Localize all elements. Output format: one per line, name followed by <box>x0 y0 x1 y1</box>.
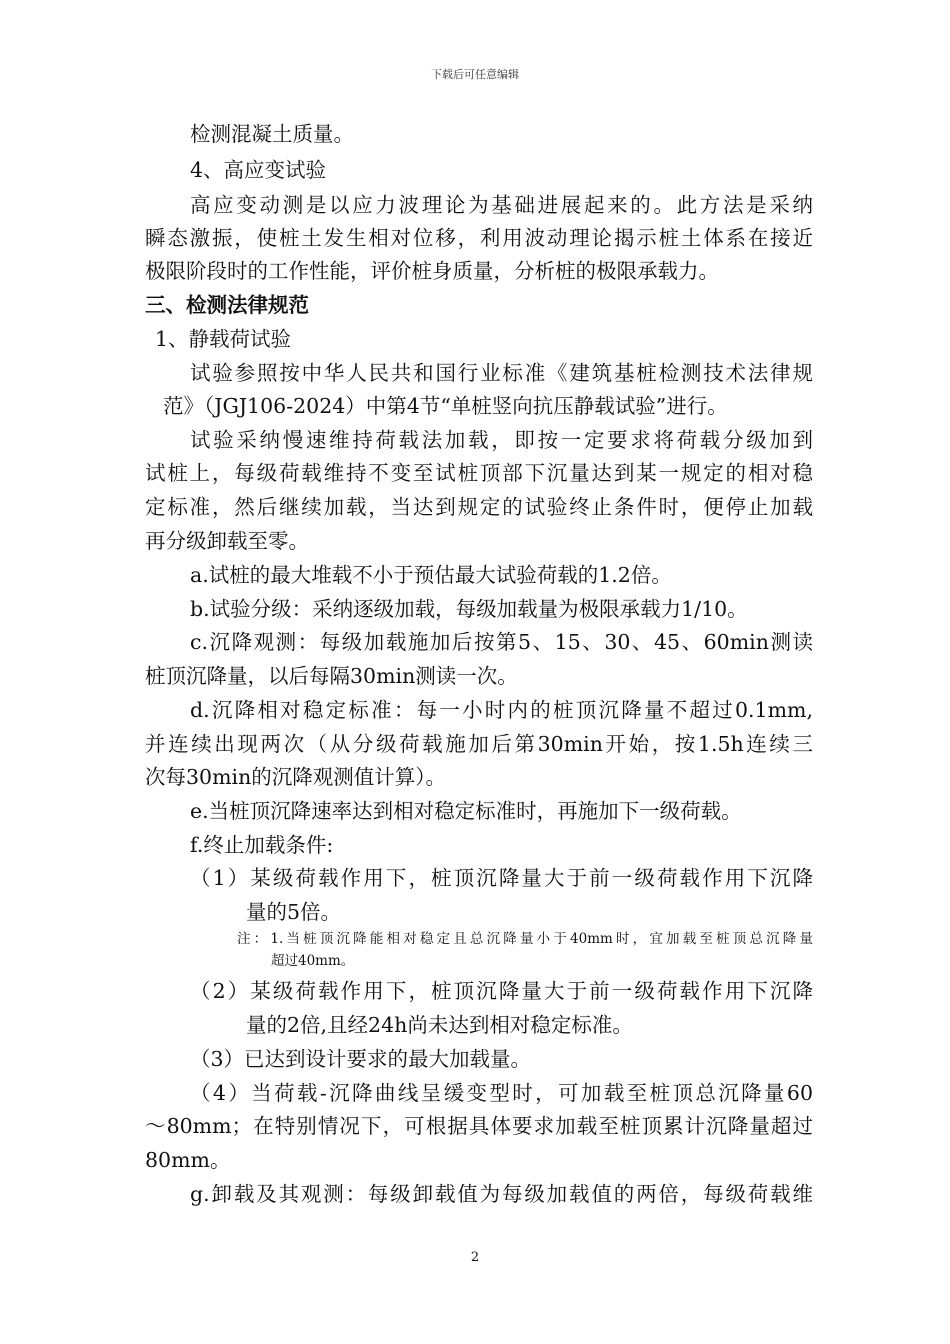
section-heading: 三、检测法律规范 <box>145 293 309 317</box>
page-header: 下载后可任意编辑 <box>431 68 519 81</box>
list-item: c.沉降观测：每级加载施加后按第5、15、30、45、60min测读 <box>190 630 813 654</box>
body-line: 再分级卸载至零。 <box>145 529 309 553</box>
body-line: 试验采纳慢速维持荷载法加载，即按一定要求将荷载分级加到 <box>190 428 813 452</box>
body-line: ～80mm；在特别情况下，可根据具体要求加载至桩顶累计沉降量超过 <box>145 1114 813 1138</box>
body-line: 范》（JGJ106-2024）中第4节“单桩竖向抗压静载试验”进行。 <box>163 394 728 418</box>
body-line: 量的5倍。 <box>246 900 342 924</box>
list-item: d.沉降相对稳定标准：每一小时内的桩顶沉降量不超过0.1mm, <box>190 698 813 722</box>
condition-item: （1）某级荷载作用下，桩顶沉降量大于前一级荷载作用下沉降 <box>190 866 813 890</box>
list-item: b.试验分级：采纳逐级加载，每级加载量为极限承载力1/10。 <box>190 597 748 621</box>
body-line: 高应变动测是以应力波理论为基础进展起来的。此方法是采纳 <box>190 193 813 217</box>
body-line: 80mm。 <box>145 1148 231 1172</box>
body-line: 量的2倍,且经24h尚未达到相对稳定标准。 <box>246 1013 633 1037</box>
list-item: a.试桩的最大堆载不小于预估最大试验荷载的1.2倍。 <box>190 563 672 587</box>
body-line: 瞬态激振，使桩土发生相对位移，利用波动理论揭示桩土体系在接近 <box>145 226 813 250</box>
body-line: 试验参照按中华人民共和国行业标准《建筑基桩检测技术法律规 <box>190 361 813 385</box>
list-item: e.当桩顶沉降速率达到相对稳定标准时，再施加下一级荷载。 <box>190 799 742 823</box>
body-line: 定标准，然后继续加载，当达到规定的试验终止条件时，便停止加载 <box>145 495 813 519</box>
list-item: g.卸载及其观测：每级卸载值为每级加载值的两倍，每级荷载维 <box>190 1182 813 1206</box>
condition-item: （3）已达到设计要求的最大加载量。 <box>190 1047 532 1071</box>
body-line: 次每30min的沉降观测值计算）。 <box>145 765 447 789</box>
footnote: 注：1.当桩顶沉降能相对稳定且总沉降量小于40mm时，宜加载至桩顶总沉降量 <box>237 931 813 947</box>
body-line: 4、高应变试验 <box>190 158 327 182</box>
subsection-heading: 1、静载荷试验 <box>155 327 292 351</box>
condition-item: （4）当荷载-沉降曲线呈缓变型时，可加载至桩顶总沉降量60 <box>190 1081 813 1105</box>
body-line: 并连续出现两次（从分级荷载施加后第30min开始，按1.5h连续三 <box>145 732 813 756</box>
body-line: 检测混凝土质量。 <box>190 122 354 146</box>
condition-item: （2）某级荷载作用下，桩顶沉降量大于前一级荷载作用下沉降 <box>190 979 813 1003</box>
footnote: 超过40mm。 <box>271 953 355 969</box>
body-line: 试桩上，每级荷载维持不变至试桩顶部下沉量达到某一规定的相对稳 <box>145 461 813 485</box>
body-line: 极限阶段时的工作性能，评价桩身质量，分析桩的极限承载力。 <box>145 259 719 283</box>
page-number: 2 <box>470 1250 480 1265</box>
list-item: f.终止加载条件: <box>190 833 334 857</box>
body-line: 桩顶沉降量，以后每隔30min测读一次。 <box>145 664 518 688</box>
